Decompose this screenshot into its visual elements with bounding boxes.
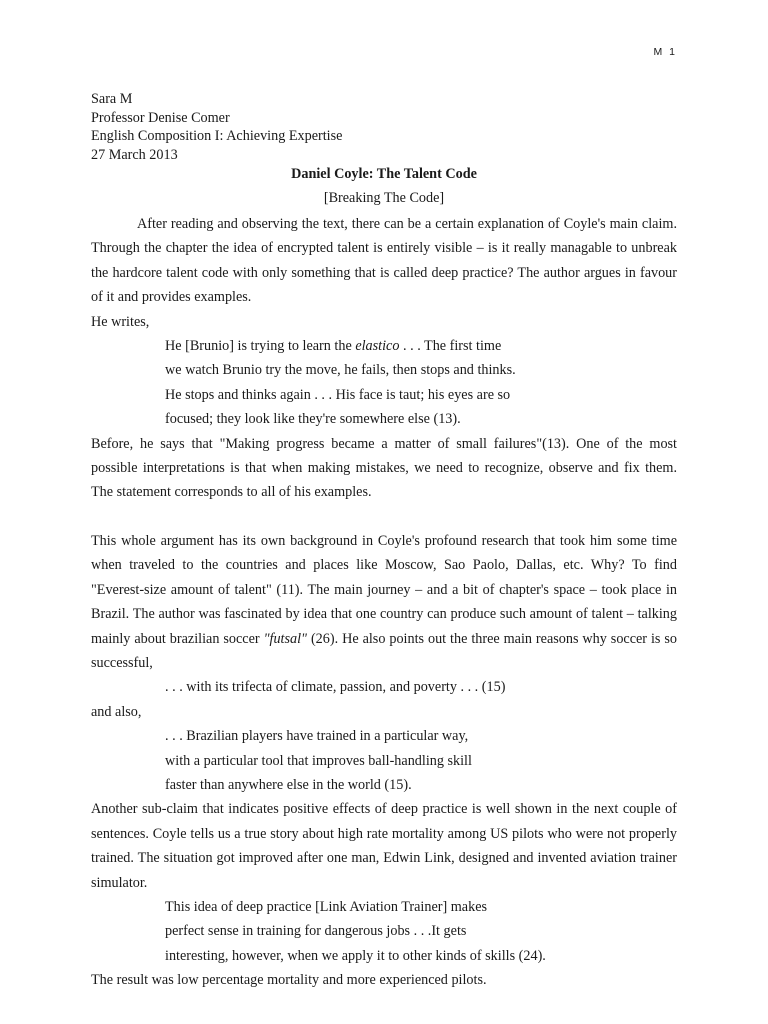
paragraph-line: [91, 627, 677, 651]
paragraph-line: "Everest-size amount of talent" (11). The main journey – and a bit of chapter's space – took place in: [91, 581, 677, 598]
block-quote-line: perfect sense in training for dangerous jobs . . .It gets: [165, 923, 467, 940]
paragraph-line: The statement corresponds to all of his examples.: [91, 484, 372, 501]
block-quote-line: . . . with its trifecta of climate, passion, and poverty . . . (15): [165, 679, 506, 696]
block-quote-line: interesting, however, when we apply it to other kinds of skills (24).: [165, 947, 546, 964]
paragraph-line: This whole argument has its own background in Coyle's profound research that took him some time: [91, 533, 677, 550]
paragraph-line: of it and provides examples.: [91, 289, 252, 306]
paragraph-line: sentences. Coyle tells us a true story about high rate mortality among US pilots who were not properly: [91, 825, 677, 842]
paragraph-line: After reading and observing the text, there can be a certain explanation of Coyle's main claim.: [137, 216, 677, 232]
paragraph-line: when traveled to the countries and places like Moscow, Sao Paolo, Dallas, etc. Why? To find: [91, 557, 677, 574]
block-quote-line: we watch Brunio try the move, he fails, then stops and thinks.: [165, 362, 516, 379]
paragraph-text: (26). He also points out the three main reasons why soccer is so: [307, 630, 677, 647]
page-number: M 1: [653, 46, 677, 58]
and-also-line: and also,: [91, 703, 142, 720]
paragraph-line: trained. The situation got improved after one man, Edwin Link, designed and invented aviation trainer: [91, 850, 677, 867]
block-quote-line: [91, 334, 677, 358]
paragraph-text: mainly about brazilian soccer: [91, 630, 264, 647]
paragraph-line: Brazil. The author was fascinated by idea that one country can produce such amount of talent – talking: [91, 606, 677, 623]
paragraph-line: possible interpretations is that when making mistakes, we need to recognize, observe and fix them.: [91, 459, 677, 476]
italic-term: "futsal": [263, 630, 308, 647]
paragraph-line: Another sub-claim that indicates positive effects of deep practice is well shown in the next couple of: [91, 801, 677, 818]
essay-subtitle: [Breaking The Code]: [323, 190, 445, 206]
course-name: English Composition I: Achieving Expertise: [91, 128, 343, 144]
essay-date: 27 March 2013: [91, 146, 178, 163]
essay-body: [91, 212, 677, 993]
block-quote-line: He stops and thinks again . . . His face is taut; his eyes are so: [165, 386, 511, 403]
block-quote-line: . . . Brazilian players have trained in a particular way,: [165, 728, 469, 745]
paragraph-gap: [91, 505, 677, 529]
quote-text: . . . The first time: [399, 337, 502, 354]
quote-italic-term: elastico: [355, 337, 400, 354]
block-quote-line: focused; they look like they're somewhere else (13).: [165, 411, 461, 428]
essay-title: Daniel Coyle: The Talent Code: [291, 166, 477, 182]
block-quote-line: faster than anywhere else in the world (15).: [165, 776, 412, 793]
paragraph-line: Before, he says that "Making progress became a matter of small failures"(13). One of the most: [91, 435, 677, 452]
quote-text: He [Brunio] is trying to learn the: [165, 337, 356, 354]
paragraph-line: successful,: [91, 655, 153, 672]
block-quote-line: with a particular tool that improves ball-handling skill: [165, 752, 472, 769]
professor-name: Professor Denise Comer: [91, 109, 230, 126]
he-writes-line: He writes,: [91, 313, 150, 330]
paragraph-line: Through the chapter the idea of encrypted talent is entirely visible – is it really managable to unbreak: [91, 240, 677, 257]
mla-heading: [91, 90, 342, 164]
paragraph-line: simulator.: [91, 874, 148, 891]
closing-line: The result was low percentage mortality and more experienced pilots.: [91, 972, 487, 989]
author-name: Sara M: [91, 91, 133, 107]
block-quote-line: This idea of deep practice [Link Aviation Trainer] makes: [165, 898, 488, 915]
paragraph-line: the hardcore talent code with only something that is called deep practice? The author argues in favour: [91, 264, 677, 281]
